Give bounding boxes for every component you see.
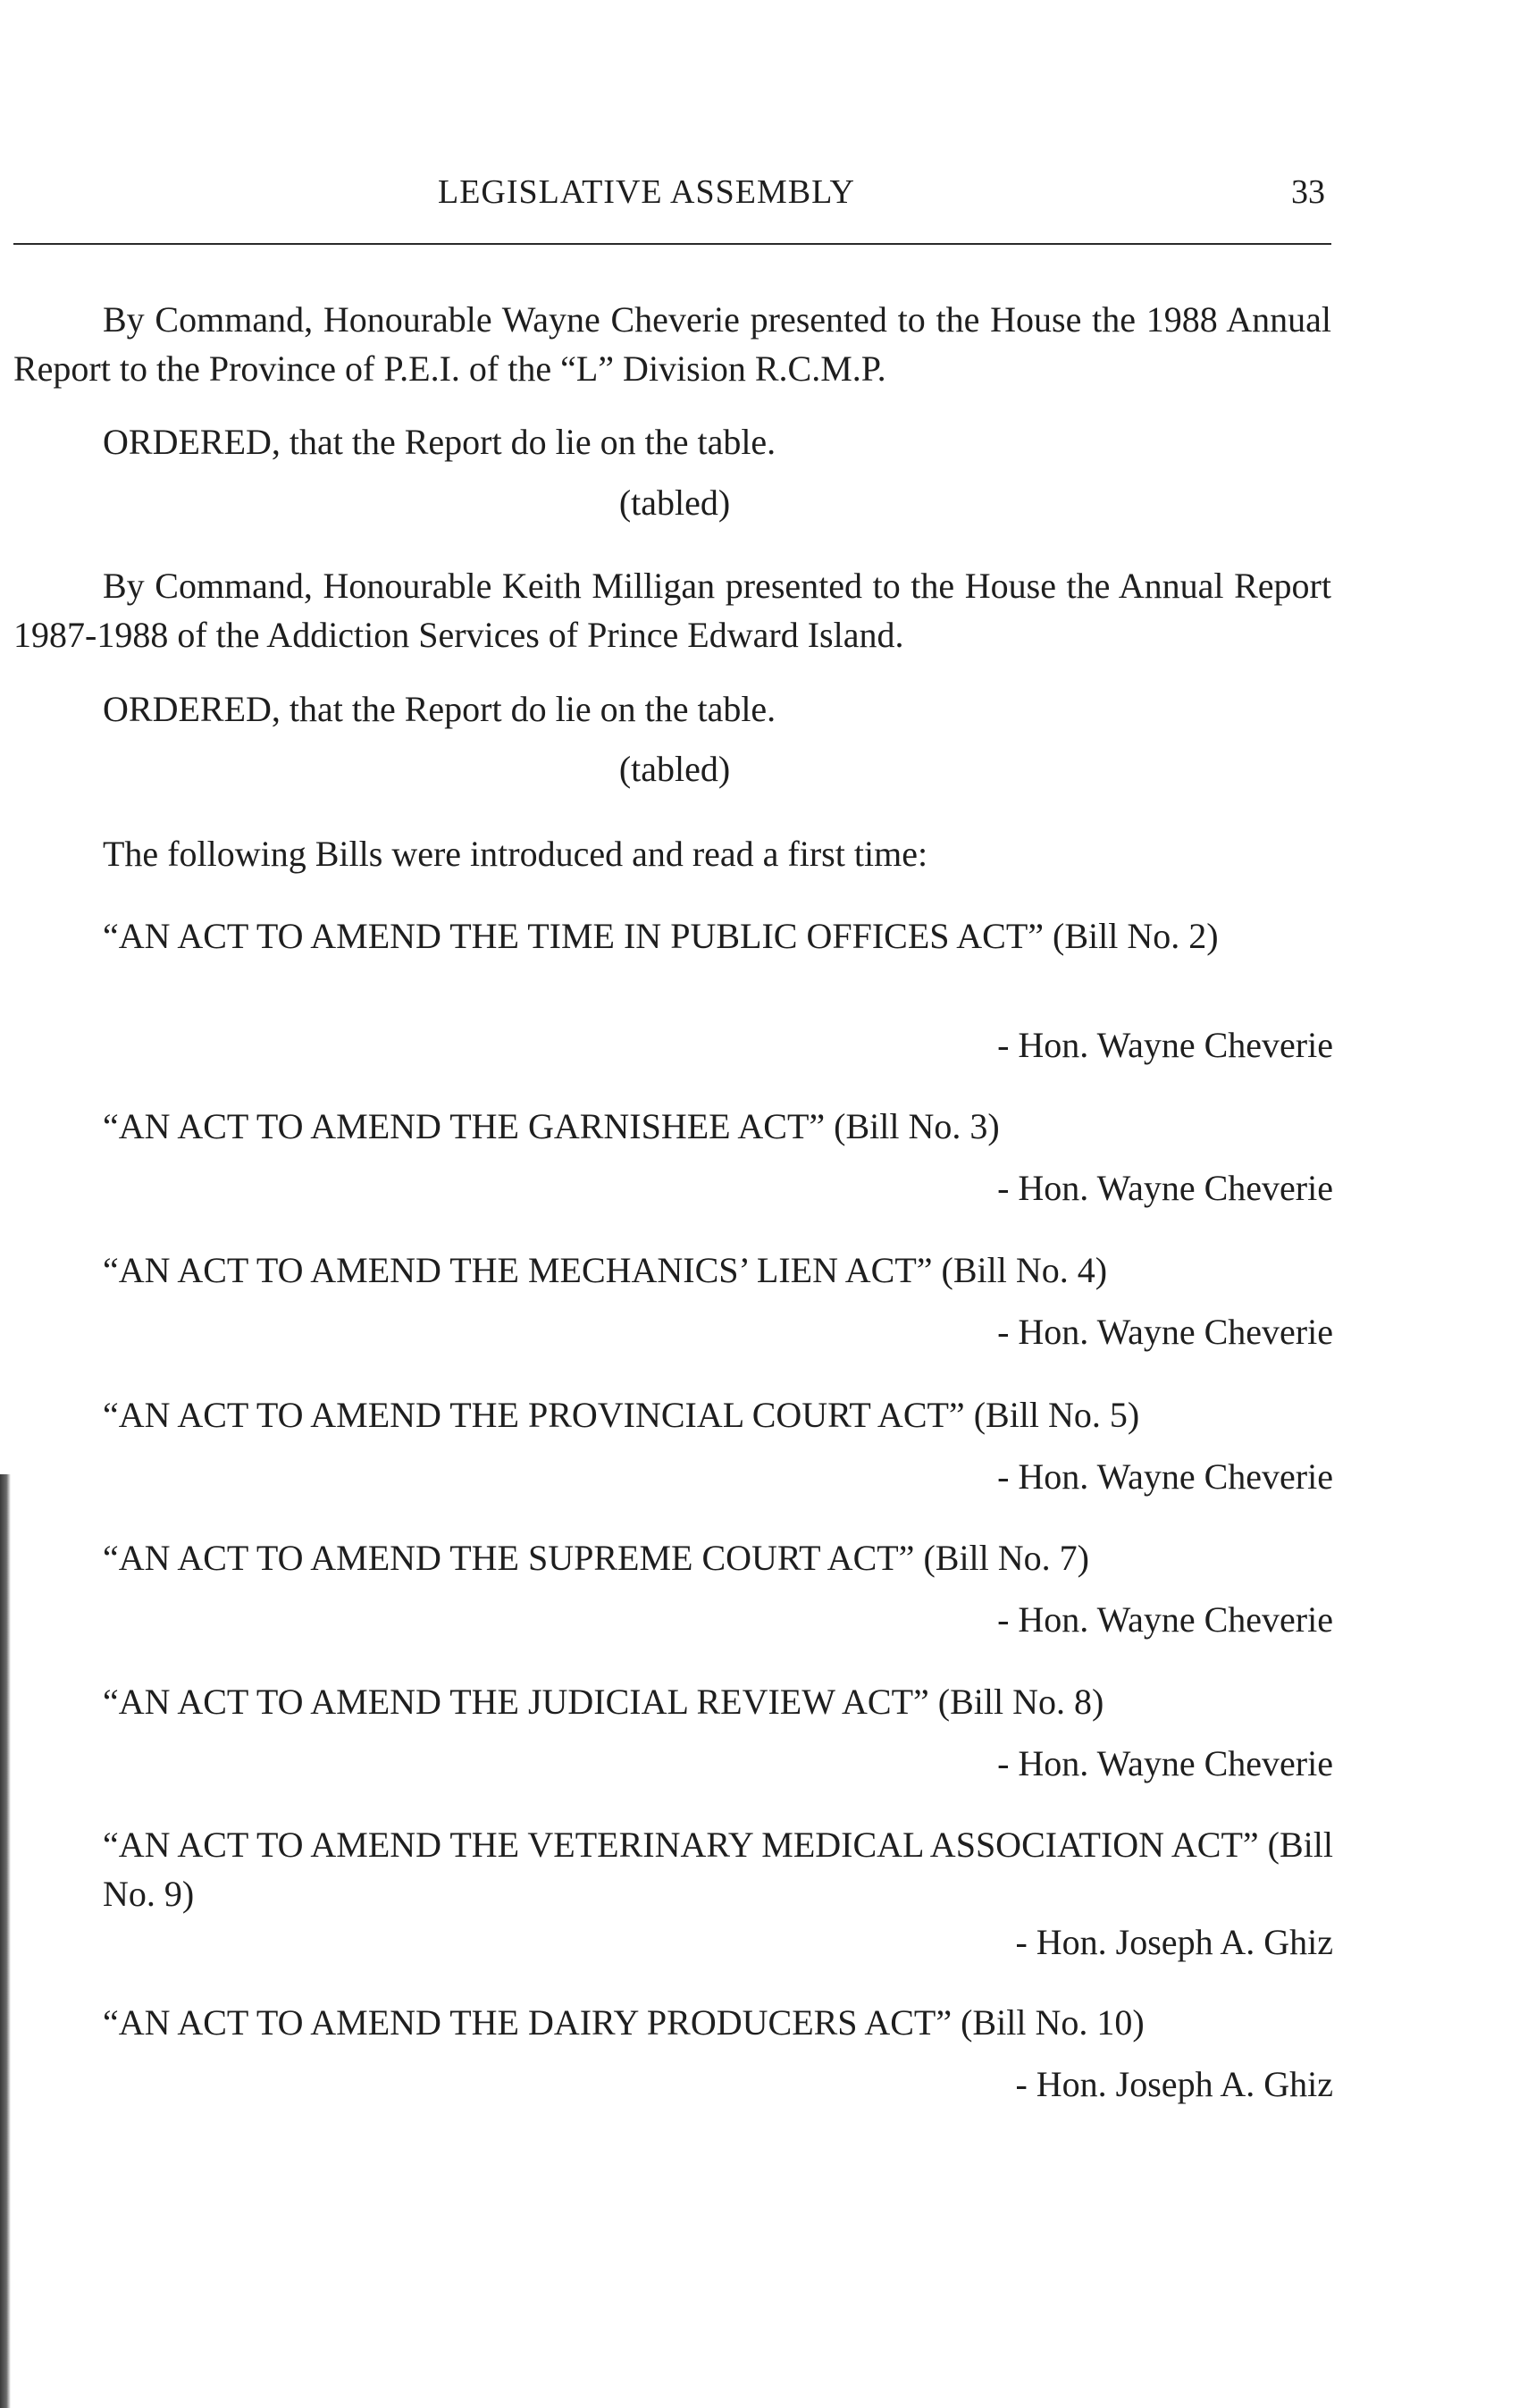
ordered-line: ORDERED, that the Report do lie on the table. bbox=[103, 689, 776, 729]
page-header-title: LEGISLATIVE ASSEMBLY bbox=[438, 173, 855, 211]
bill-title: “AN ACT TO AMEND THE SUPREME COURT ACT” (Bill No. 7) bbox=[103, 1538, 1089, 1578]
bill-sponsor: - Hon. Wayne Cheverie bbox=[997, 1743, 1333, 1783]
ordered-line: ORDERED, that the Report do lie on the table. bbox=[103, 422, 776, 462]
page-number: 33 bbox=[1291, 173, 1325, 211]
bill-sponsor: - Hon. Joseph A. Ghiz bbox=[1015, 1922, 1333, 1962]
bill-title: “AN ACT TO AMEND THE VETERINARY MEDICAL ASSOCIATION ACT” (Bill No. 9) bbox=[103, 1825, 1333, 1914]
bill-title: “AN ACT TO AMEND THE GARNISHEE ACT” (Bill No. 3) bbox=[103, 1106, 1000, 1146]
presentation-paragraph: By Command, Honourable Keith Milligan presented to the House the Annual Report 1987-1988 of the Addiction Services of Prince Edward Island. bbox=[13, 566, 1331, 655]
tabled-note: (tabled) bbox=[618, 749, 731, 789]
bill-title: “AN ACT TO AMEND THE MECHANICS’ LIEN ACT” (Bill No. 4) bbox=[103, 1250, 1108, 1290]
tabled-note: (tabled) bbox=[618, 482, 731, 523]
bill-title: “AN ACT TO AMEND THE JUDICIAL REVIEW ACT” (Bill No. 8) bbox=[103, 1682, 1104, 1722]
presentation-paragraph: By Command, Honourable Wayne Cheverie presented to the House the 1988 Annual Report to the Province of P.E.I. of the “L” Division R.C.M.P. bbox=[13, 299, 1331, 389]
bill-sponsor: - Hon. Wayne Cheverie bbox=[997, 1456, 1333, 1497]
bill-sponsor: - Hon. Wayne Cheverie bbox=[997, 1312, 1333, 1352]
bill-sponsor: - Hon. Wayne Cheverie bbox=[997, 1025, 1333, 1065]
bill-sponsor: - Hon. Wayne Cheverie bbox=[997, 1168, 1333, 1208]
bill-title: “AN ACT TO AMEND THE TIME IN PUBLIC OFFICES ACT” (Bill No. 2) bbox=[103, 916, 1219, 956]
bill-title: “AN ACT TO AMEND THE PROVINCIAL COURT ACT” (Bill No. 5) bbox=[103, 1395, 1140, 1435]
header-rule bbox=[13, 243, 1331, 245]
scan-binding-shadow bbox=[0, 1474, 11, 2408]
bill-sponsor: - Hon. Joseph A. Ghiz bbox=[1015, 2064, 1333, 2104]
bill-sponsor: - Hon. Wayne Cheverie bbox=[997, 1599, 1333, 1640]
bills-intro: The following Bills were introduced and read a first time: bbox=[103, 834, 928, 874]
bill-title: “AN ACT TO AMEND THE DAIRY PRODUCERS ACT” (Bill No. 10) bbox=[103, 2002, 1145, 2043]
